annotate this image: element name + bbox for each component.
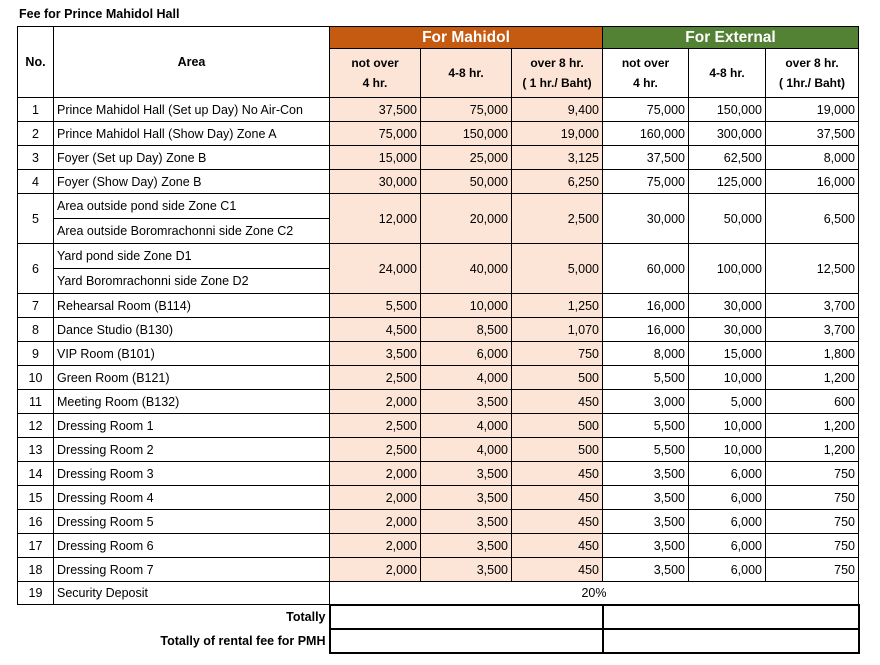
mahidol-fee-cell: 3,500	[421, 462, 512, 486]
mahidol-fee-cell: 9,400	[512, 98, 603, 122]
mahidol-fee-cell: 40,000	[421, 244, 512, 294]
mahidol-fee-cell: 10,000	[421, 294, 512, 318]
mahidol-fee-cell: 2,000	[330, 486, 421, 510]
mahidol-fee-cell: 500	[512, 438, 603, 462]
mahidol-fee-cell: 75,000	[421, 98, 512, 122]
mahidol-fee-cell: 2,000	[330, 534, 421, 558]
row-area: Dressing Room 6	[54, 534, 330, 558]
totally-rental-fee-mahidol-box[interactable]	[330, 629, 603, 653]
row-area: Rehearsal Room (B114)	[54, 294, 330, 318]
mahidol-fee-cell: 450	[512, 510, 603, 534]
blank-cell	[18, 629, 54, 653]
external-fee-cell: 3,500	[603, 486, 689, 510]
external-fee-cell: 37,500	[603, 146, 689, 170]
external-fee-cell: 125,000	[689, 170, 766, 194]
table-row	[18, 318, 859, 342]
external-fee-cell: 750	[766, 486, 859, 510]
mahidol-fee-cell: 3,500	[421, 486, 512, 510]
external-fee-cell: 3,500	[603, 462, 689, 486]
row-number: 5	[18, 194, 54, 244]
external-fee-cell: 6,000	[689, 534, 766, 558]
row-area	[54, 194, 330, 244]
row-area	[54, 244, 330, 294]
mahidol-fee-cell: 15,000	[330, 146, 421, 170]
mahidol-fee-cell: 4,000	[421, 414, 512, 438]
totally-row	[18, 605, 859, 629]
row-area-part: Area outside Boromrachonni side Zone C2	[54, 218, 329, 243]
mahidol-fee-cell: 2,500	[330, 414, 421, 438]
table-row	[18, 294, 859, 318]
external-fee-cell: 5,500	[603, 414, 689, 438]
table-row	[18, 558, 859, 582]
external-fee-cell: 3,500	[603, 558, 689, 582]
row-number: 4	[18, 170, 54, 194]
row-area: Dressing Room 4	[54, 486, 330, 510]
mahidol-fee-cell: 450	[512, 390, 603, 414]
totally-mahidol-box[interactable]	[330, 605, 603, 629]
row-number: 3	[18, 146, 54, 170]
mahidol-fee-cell: 150,000	[421, 122, 512, 146]
header-area: Area	[54, 27, 330, 98]
header-mahidol-4-8hr: 4-8 hr.	[421, 49, 512, 98]
row-number: 16	[18, 510, 54, 534]
row-area: Dressing Room 7	[54, 558, 330, 582]
external-fee-cell: 6,000	[689, 510, 766, 534]
row-number: 8	[18, 318, 54, 342]
mahidol-fee-cell: 3,500	[421, 534, 512, 558]
mahidol-fee-cell: 2,500	[330, 366, 421, 390]
table-row	[18, 414, 859, 438]
row-area: Dressing Room 3	[54, 462, 330, 486]
row-number: 13	[18, 438, 54, 462]
external-fee-cell: 750	[766, 462, 859, 486]
external-fee-cell: 10,000	[689, 414, 766, 438]
table-row	[18, 244, 859, 294]
mahidol-fee-cell: 5,000	[512, 244, 603, 294]
row-number: 11	[18, 390, 54, 414]
external-fee-cell: 16,000	[603, 318, 689, 342]
table-row	[18, 146, 859, 170]
mahidol-fee-cell: 50,000	[421, 170, 512, 194]
mahidol-fee-cell: 2,000	[330, 390, 421, 414]
mahidol-fee-cell: 2,500	[512, 194, 603, 244]
row-number: 12	[18, 414, 54, 438]
mahidol-fee-cell: 3,500	[421, 390, 512, 414]
table-row	[18, 366, 859, 390]
mahidol-fee-cell: 24,000	[330, 244, 421, 294]
row-area: Foyer (Set up Day) Zone B	[54, 146, 330, 170]
external-fee-cell: 75,000	[603, 98, 689, 122]
mahidol-fee-cell: 450	[512, 462, 603, 486]
row-number: 17	[18, 534, 54, 558]
external-fee-cell: 30,000	[603, 194, 689, 244]
row-area-part: Yard pond side Zone D1	[57, 249, 192, 263]
external-fee-cell: 1,200	[766, 366, 859, 390]
header-no: No.	[18, 27, 54, 98]
row-area: Dressing Room 1	[54, 414, 330, 438]
table-row	[18, 342, 859, 366]
row-area: Meeting Room (B132)	[54, 390, 330, 414]
mahidol-fee-cell: 20,000	[421, 194, 512, 244]
mahidol-fee-cell: 1,250	[512, 294, 603, 318]
mahidol-fee-cell: 3,125	[512, 146, 603, 170]
external-fee-cell: 750	[766, 510, 859, 534]
external-fee-cell: 37,500	[766, 122, 859, 146]
table-row	[18, 462, 859, 486]
row-number: 7	[18, 294, 54, 318]
external-fee-cell: 12,500	[766, 244, 859, 294]
row-area: Dance Studio (B130)	[54, 318, 330, 342]
external-fee-cell: 60,000	[603, 244, 689, 294]
mahidol-fee-cell: 1,070	[512, 318, 603, 342]
header-mahidol-under-4hr: not over 4 hr.	[330, 49, 421, 98]
row-area: VIP Room (B101)	[54, 342, 330, 366]
mahidol-fee-cell: 6,000	[421, 342, 512, 366]
row-area: Prince Mahidol Hall (Show Day) Zone A	[54, 122, 330, 146]
external-fee-cell: 6,500	[766, 194, 859, 244]
table-row	[18, 98, 859, 122]
row-area: Dressing Room 5	[54, 510, 330, 534]
mahidol-fee-cell: 37,500	[330, 98, 421, 122]
deposit-value: 20%	[330, 582, 859, 605]
mahidol-fee-cell: 4,500	[330, 318, 421, 342]
mahidol-fee-cell: 2,500	[330, 438, 421, 462]
mahidol-fee-cell: 8,500	[421, 318, 512, 342]
external-fee-cell: 6,000	[689, 462, 766, 486]
totally-rental-fee-label: Totally of rental fee for PMH	[160, 633, 326, 648]
row-number: 1	[18, 98, 54, 122]
external-fee-cell: 75,000	[603, 170, 689, 194]
external-fee-cell: 3,000	[603, 390, 689, 414]
row-number: 9	[18, 342, 54, 366]
row-number: 10	[18, 366, 54, 390]
external-fee-cell: 6,000	[689, 558, 766, 582]
external-fee-cell: 62,500	[689, 146, 766, 170]
table-row	[18, 486, 859, 510]
totally-rental-fee-external-box[interactable]	[603, 629, 859, 653]
totally-label: Totally	[286, 609, 326, 624]
row-number: 15	[18, 486, 54, 510]
external-fee-cell: 5,000	[689, 390, 766, 414]
external-fee-cell: 10,000	[689, 438, 766, 462]
header-external-4-8hr: 4-8 hr.	[689, 49, 766, 98]
row-number: 18	[18, 558, 54, 582]
external-fee-cell: 300,000	[689, 122, 766, 146]
header-external-over-8hr: over 8 hr. ( 1hr./ Baht)	[766, 49, 859, 98]
mahidol-fee-cell: 2,000	[330, 462, 421, 486]
external-fee-cell: 750	[766, 558, 859, 582]
mahidol-fee-cell: 6,250	[512, 170, 603, 194]
fee-table	[17, 26, 860, 654]
external-fee-cell: 8,000	[603, 342, 689, 366]
mahidol-fee-cell: 19,000	[512, 122, 603, 146]
mahidol-fee-cell: 500	[512, 414, 603, 438]
external-fee-cell: 1,200	[766, 438, 859, 462]
mahidol-fee-cell: 3,500	[330, 342, 421, 366]
external-fee-cell: 16,000	[603, 294, 689, 318]
external-fee-cell: 150,000	[689, 98, 766, 122]
external-fee-cell: 3,500	[603, 510, 689, 534]
table-row	[18, 510, 859, 534]
header-for-external: For External	[603, 27, 859, 49]
external-fee-cell: 600	[766, 390, 859, 414]
external-fee-cell: 3,700	[766, 318, 859, 342]
table-row	[18, 438, 859, 462]
external-fee-cell: 160,000	[603, 122, 689, 146]
mahidol-fee-cell: 2,000	[330, 510, 421, 534]
row-area: Prince Mahidol Hall (Set up Day) No Air-Con	[54, 98, 330, 122]
external-fee-cell: 16,000	[766, 170, 859, 194]
mahidol-fee-cell: 75,000	[330, 122, 421, 146]
mahidol-fee-cell: 450	[512, 534, 603, 558]
external-fee-cell: 3,700	[766, 294, 859, 318]
blank-cell	[18, 605, 54, 629]
table-row	[18, 170, 859, 194]
totally-rental-fee-row	[18, 629, 859, 653]
external-fee-cell: 3,500	[603, 534, 689, 558]
header-for-mahidol: For Mahidol	[330, 27, 603, 49]
table-row	[18, 122, 859, 146]
row-number: 14	[18, 462, 54, 486]
row-area-part: Yard Boromrachonni side Zone D2	[54, 268, 329, 293]
external-fee-cell: 50,000	[689, 194, 766, 244]
row-area: Dressing Room 2	[54, 438, 330, 462]
row-number: 6	[18, 244, 54, 294]
external-fee-cell: 30,000	[689, 318, 766, 342]
row-area-part: Area outside pond side Zone C1	[57, 199, 237, 213]
mahidol-fee-cell: 500	[512, 366, 603, 390]
external-fee-cell: 8,000	[766, 146, 859, 170]
row-number: 2	[18, 122, 54, 146]
external-fee-cell: 19,000	[766, 98, 859, 122]
mahidol-fee-cell: 3,500	[421, 510, 512, 534]
deposit-label: Security Deposit	[54, 582, 330, 605]
row-area: Green Room (B121)	[54, 366, 330, 390]
mahidol-fee-cell: 450	[512, 486, 603, 510]
mahidol-fee-cell: 2,000	[330, 558, 421, 582]
table-row	[18, 194, 859, 244]
external-fee-cell: 5,500	[603, 366, 689, 390]
row-number: 19	[18, 582, 54, 605]
mahidol-fee-cell: 450	[512, 558, 603, 582]
sheet-title: Fee for Prince Mahidol Hall	[19, 7, 180, 21]
totally-external-box[interactable]	[603, 605, 859, 629]
mahidol-fee-cell: 25,000	[421, 146, 512, 170]
external-fee-cell: 6,000	[689, 486, 766, 510]
header-mahidol-over-8hr: over 8 hr. ( 1 hr./ Baht)	[512, 49, 603, 98]
external-fee-cell: 1,800	[766, 342, 859, 366]
mahidol-fee-cell: 750	[512, 342, 603, 366]
external-fee-cell: 5,500	[603, 438, 689, 462]
table-row	[18, 534, 859, 558]
row-area: Foyer (Show Day) Zone B	[54, 170, 330, 194]
table-row	[18, 390, 859, 414]
mahidol-fee-cell: 4,000	[421, 366, 512, 390]
mahidol-fee-cell: 3,500	[421, 558, 512, 582]
external-fee-cell: 750	[766, 534, 859, 558]
external-fee-cell: 10,000	[689, 366, 766, 390]
header-external-under-4hr: not over 4 hr.	[603, 49, 689, 98]
external-fee-cell: 15,000	[689, 342, 766, 366]
external-fee-cell: 30,000	[689, 294, 766, 318]
external-fee-cell: 100,000	[689, 244, 766, 294]
mahidol-fee-cell: 5,500	[330, 294, 421, 318]
deposit-row	[18, 582, 859, 605]
mahidol-fee-cell: 4,000	[421, 438, 512, 462]
external-fee-cell: 1,200	[766, 414, 859, 438]
mahidol-fee-cell: 12,000	[330, 194, 421, 244]
mahidol-fee-cell: 30,000	[330, 170, 421, 194]
